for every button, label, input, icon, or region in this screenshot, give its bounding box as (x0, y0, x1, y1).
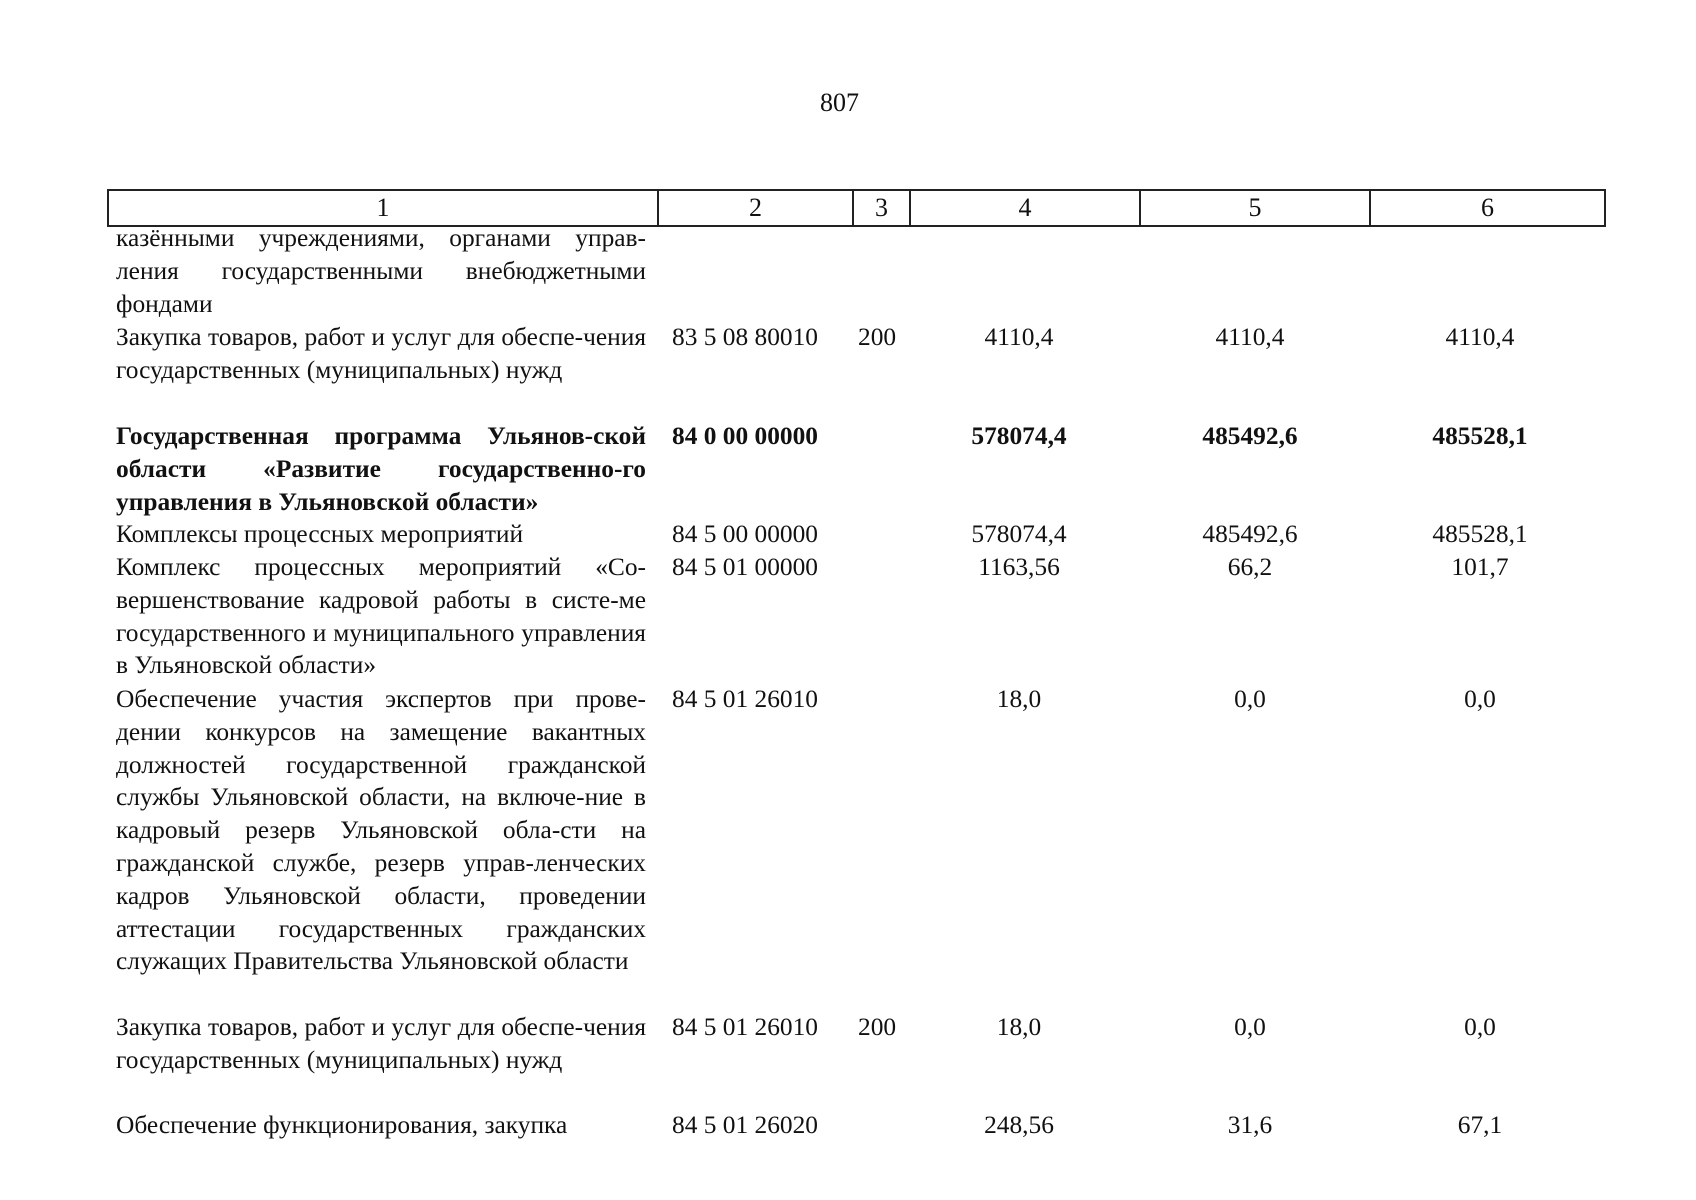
row-name: Обеспечение функционирования, закупка (116, 1111, 568, 1139)
row-value-6: 485528,1 (1432, 520, 1528, 548)
row-value-4: 578074,4 (971, 520, 1067, 548)
row-name: Комплексы процессных мероприятий (116, 520, 524, 548)
row-name: Обеспечение участия экспертов при прове-дении конкурсов на замещение вакантных должностей государственной гражданской службы Ульяновской области, на включе-ние в кадровый резерв Ульяновской обла-сти на гражданской службе, резерв управ-ленческих кадров Ульяновской области, проведении аттестации государственных гражданских служащих Правительства Ульяновской области (116, 685, 646, 976)
header-col-6: 6 (1370, 190, 1605, 226)
row-value-6: 67,1 (1457, 1111, 1503, 1139)
row-value-6: 485528,1 (1432, 422, 1528, 450)
row-value-4: 4110,4 (984, 323, 1054, 351)
row-value-5: 66,2 (1227, 553, 1273, 581)
row-value-5: 31,6 (1227, 1111, 1273, 1139)
row-value-6: 0,0 (1464, 1013, 1496, 1041)
row-code: 84 5 01 26020 (672, 1111, 818, 1139)
header-col-4: 4 (910, 190, 1140, 226)
row-value-5: 485492,6 (1202, 520, 1298, 548)
row-name: казёнными учреждениями, органами управ-ления государственными внебюджетными фондами (116, 224, 646, 318)
header-col-5: 5 (1140, 190, 1370, 226)
row-type: 200 (858, 323, 897, 351)
row-value-5: 0,0 (1234, 685, 1266, 713)
row-code: 84 5 01 26010 (672, 1013, 818, 1041)
row-value-6: 4110,4 (1445, 323, 1515, 351)
row-code: 84 5 00 00000 (672, 520, 818, 548)
row-value-5: 4110,4 (1215, 323, 1285, 351)
row-code: 84 0 00 00000 (672, 422, 818, 450)
row-value-6: 0,0 (1464, 685, 1496, 713)
row-value-4: 248,56 (984, 1111, 1054, 1139)
page-number: 807 (820, 88, 859, 117)
row-value-5: 0,0 (1234, 1013, 1266, 1041)
header-col-1: 1 (108, 190, 658, 226)
row-name: Закупка товаров, работ и услуг для обеспе-чения государственных (муниципальных) нужд (116, 323, 646, 384)
row-value-4: 1163,56 (978, 553, 1060, 581)
row-name: Закупка товаров, работ и услуг для обеспе-чения государственных (муниципальных) нужд (116, 1013, 646, 1074)
header-row (108, 190, 1605, 226)
row-value-4: 18,0 (996, 685, 1042, 713)
row-value-4: 18,0 (996, 1013, 1042, 1041)
header-col-2: 2 (658, 190, 853, 226)
row-name: Комплекс процессных мероприятий «Со-вершенствование кадровой работы в систе-ме государственного и муниципального управления в Ульяновской области» (116, 553, 646, 680)
row-value-4: 578074,4 (971, 422, 1067, 450)
row-type: 200 (858, 1013, 897, 1041)
header-col-3: 3 (853, 190, 910, 226)
row-code: 83 5 08 80010 (672, 323, 818, 351)
row-name: Государственная программа Ульянов-ской области «Развитие государственно-го управления в Ульяновской области» (116, 422, 646, 516)
row-value-5: 485492,6 (1202, 422, 1298, 450)
row-code: 84 5 01 26010 (672, 685, 818, 713)
row-value-6: 101,7 (1451, 553, 1509, 581)
row-code: 84 5 01 00000 (672, 553, 818, 581)
